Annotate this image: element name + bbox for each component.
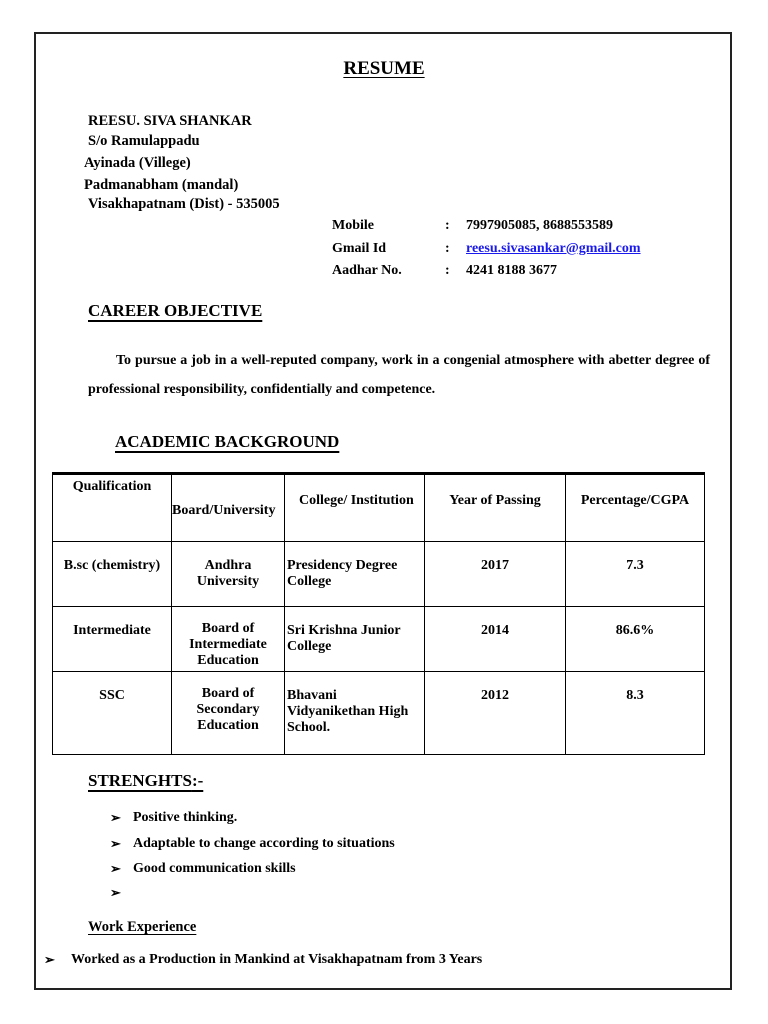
strengths-heading: STRENGHTS:- [88,771,204,790]
address-line-3: Padmanabham (mandal) [84,177,239,193]
address-line-2: Ayinada (Villege) [84,155,191,171]
mobile-label: Mobile [332,218,374,233]
candidate-name: REESU. SIVA SHANKAR [88,113,252,129]
table-cell: Andhra University [172,542,285,607]
career-objective-heading: CAREER OBJECTIVE [88,301,263,320]
table-cell: Board of Intermediate Education [172,607,285,672]
gmail-label: Gmail Id [332,241,387,256]
table-row [53,542,705,607]
contact-mobile-row [332,218,712,238]
table-cell: Intermediate [53,607,172,672]
arrow-bullet-icon: ➢ [44,952,55,967]
table-cell: 2014 [425,607,566,672]
table-header-row [53,474,705,542]
aadhar-value: 4241 8188 3677 [466,263,557,278]
table-header-cell: Year of Passing [425,474,566,542]
separator: : [445,218,450,233]
table-header-cell: Percentage/CGPA [566,474,705,542]
table-cell: 7.3 [566,542,705,607]
table-cell: Sri Krishna Junior College [285,607,425,672]
table-row [53,672,705,755]
table-cell: 2017 [425,542,566,607]
table-cell: Board of Secondary Education [172,672,285,755]
academic-table [52,472,705,755]
table-header-cell: College/ Institution [285,474,425,542]
table-cell: Bhavani Vidyanikethan High School. [285,672,425,755]
aadhar-label: Aadhar No. [332,263,402,278]
contact-gmail-row [332,241,712,261]
separator: : [445,263,450,278]
arrow-bullet-icon: ➢ [110,836,121,851]
contact-aadhar-row [332,263,712,283]
table-header-cell: Board/University [172,474,285,542]
table-cell: 8.3 [566,672,705,755]
table-cell: Presidency Degree College [285,542,425,607]
table-header-cell: Qualification [53,474,172,542]
academic-background-heading: ACADEMIC BACKGROUND [115,432,340,451]
address-line-4: Visakhapatnam (Dist) - 535005 [88,196,280,212]
email-link[interactable]: reesu.sivasankar@gmail.com [466,241,641,256]
arrow-bullet-icon: ➢ [110,861,121,876]
table-cell: B.sc (chemistry) [53,542,172,607]
page-title: RESUME [343,58,425,79]
arrow-bullet-icon: ➢ [110,810,121,825]
work-experience-heading: Work Experience [88,919,197,935]
table-cell: 2012 [425,672,566,755]
separator: : [445,241,450,256]
career-objective-text: To pursue a job in a well-reputed company, work in a congenial atmosphere with abetter degree of professional responsibility, confidentially and competence. [88,353,710,397]
address-line-1: S/o Ramulappadu [88,133,200,149]
table-cell: 86.6% [566,607,705,672]
table-row [53,607,705,672]
mobile-value: 7997905085, 8688553589 [466,218,613,233]
work-experience-item: ➢ Worked as a Production in Mankind at Visakhapatnam from 3 Years [44,952,483,967]
table-cell: SSC [53,672,172,755]
arrow-bullet-icon: ➢ [110,885,121,900]
